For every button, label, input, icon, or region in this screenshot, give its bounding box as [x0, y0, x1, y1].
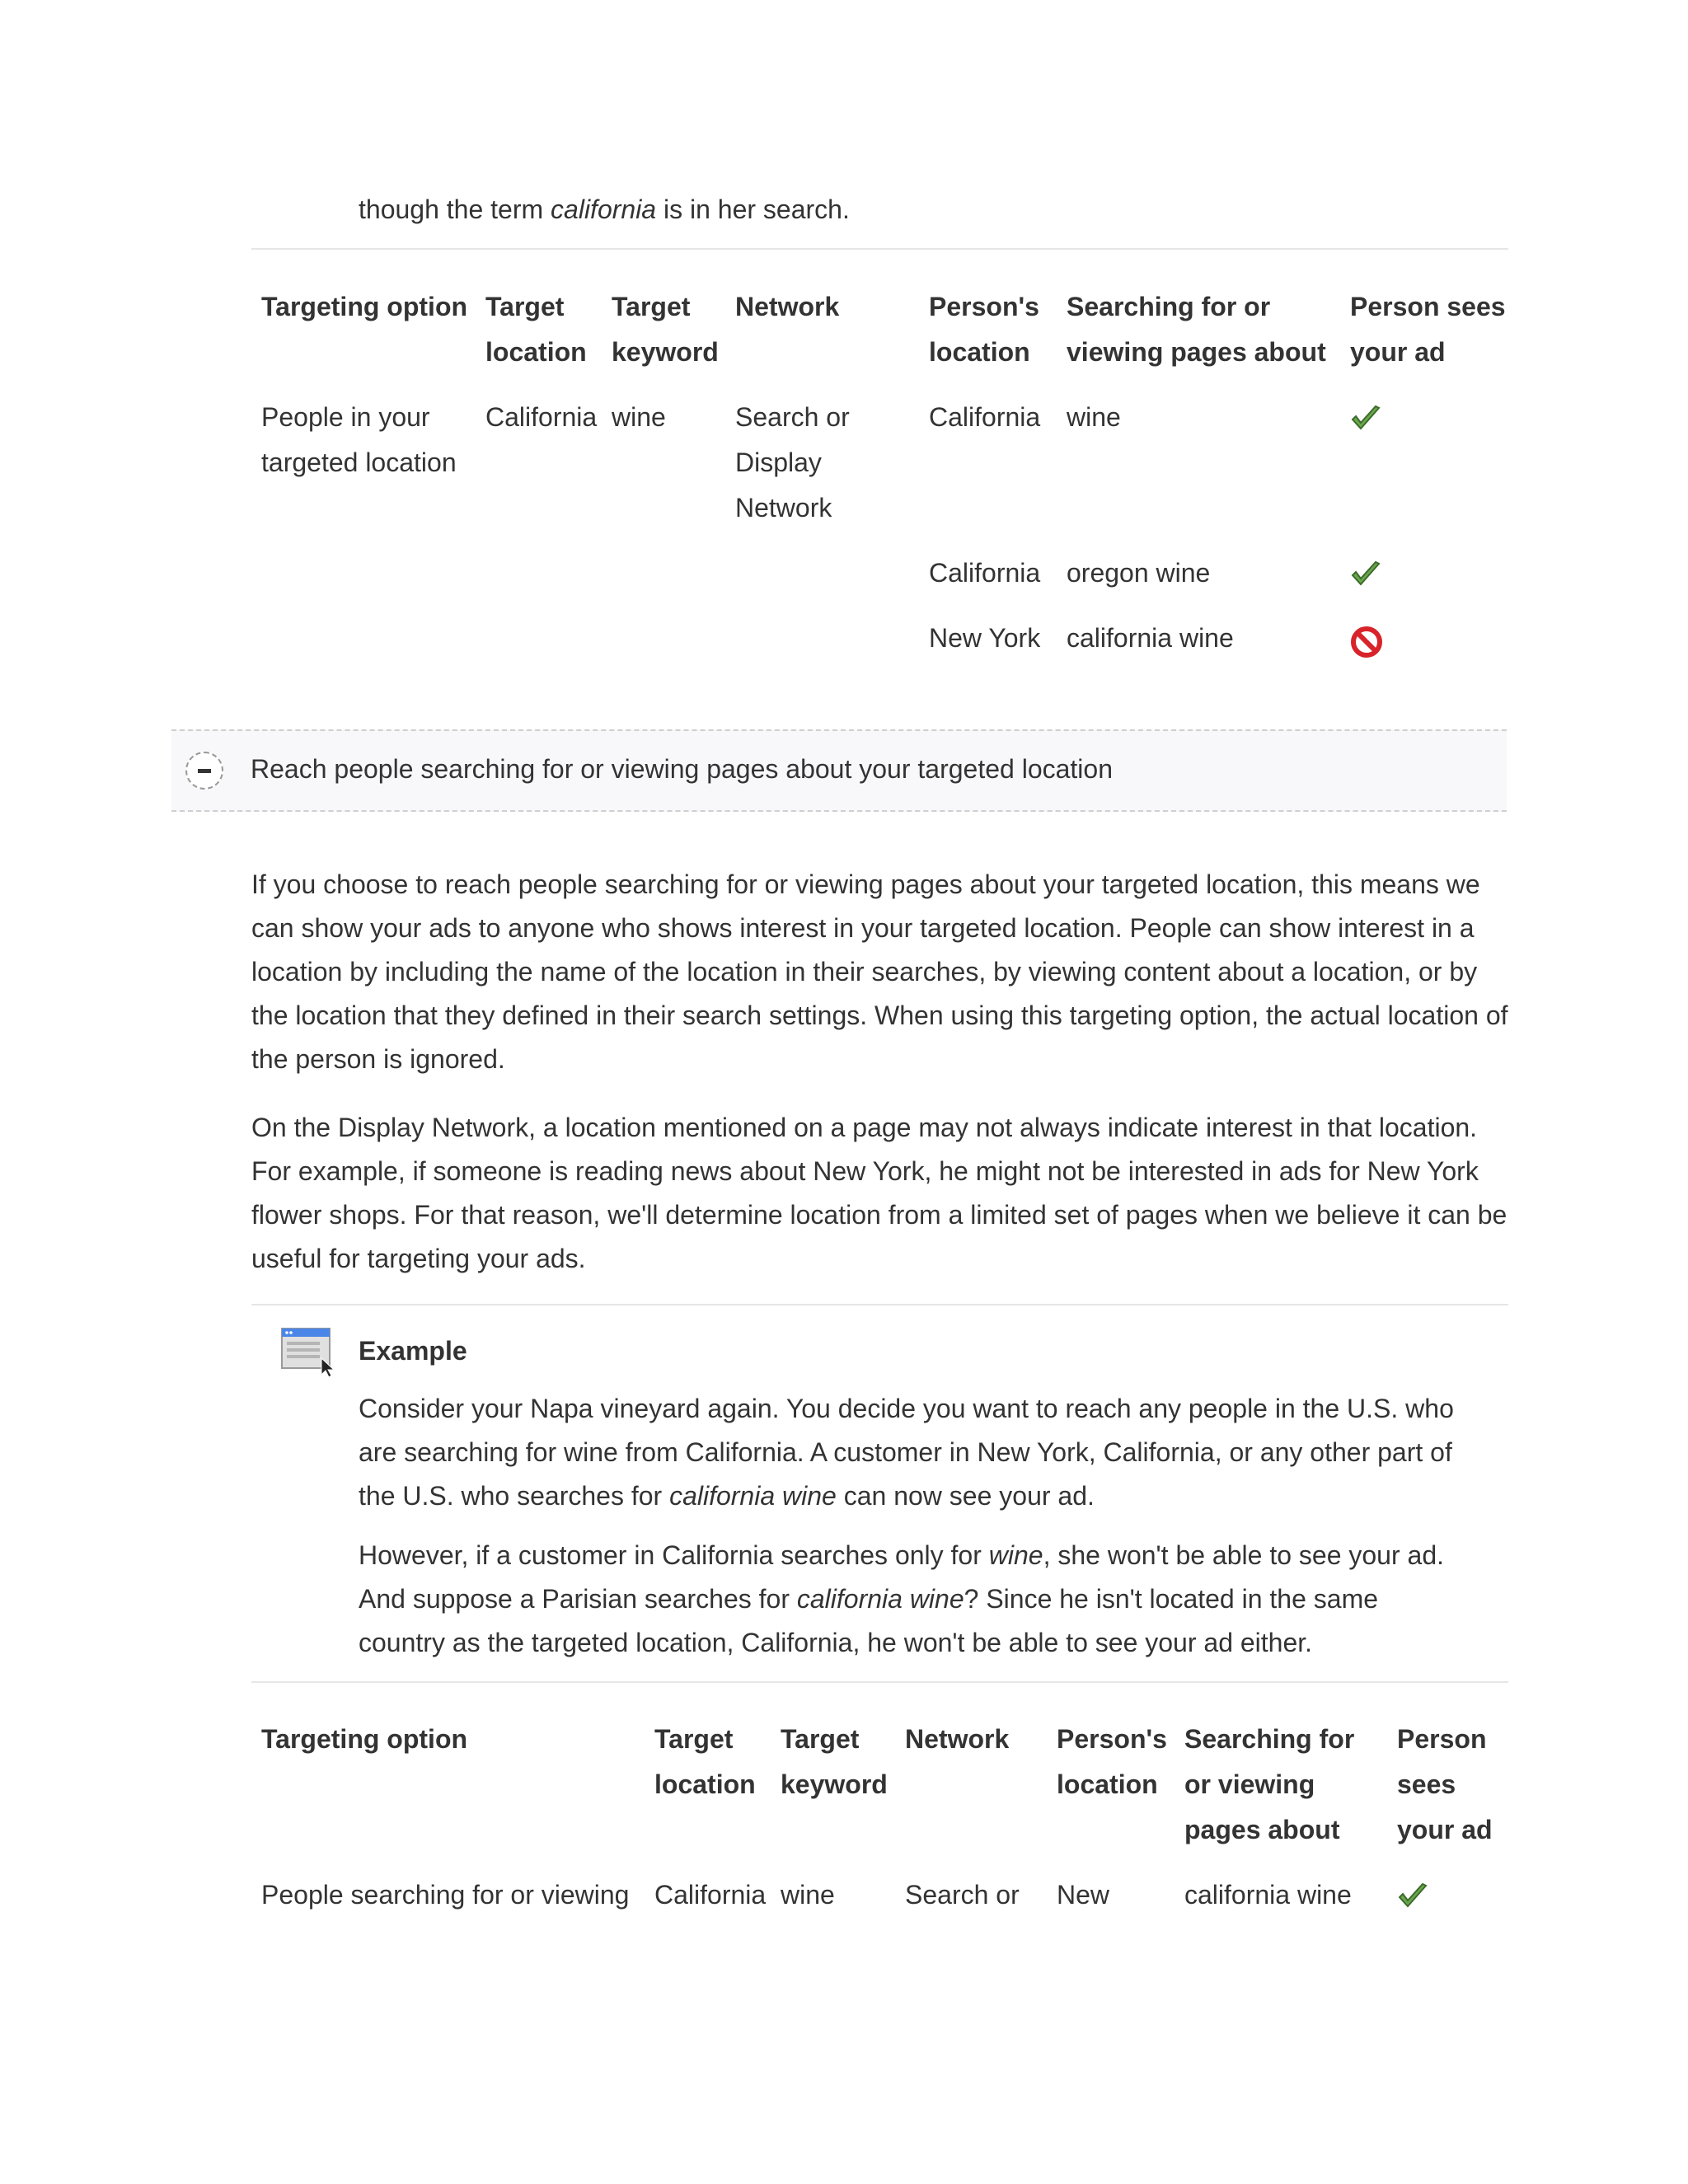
- cell-person-location: California: [929, 402, 1041, 432]
- check-icon: [1397, 1882, 1428, 1910]
- header-searching-for: Searching for or viewing pages about: [1067, 292, 1326, 367]
- cell-person-location: California: [929, 558, 1041, 588]
- cell-sees: [1340, 385, 1508, 541]
- header-person-sees-ad: Person sees your ad: [1350, 292, 1506, 367]
- header-target-keyword: Target keyword: [781, 1724, 888, 1799]
- header-persons-location: Person's location: [1057, 1724, 1167, 1799]
- cell-option: People searching for or viewing: [261, 1880, 630, 1910]
- check-icon: [1350, 560, 1381, 588]
- browser-window-icon: [280, 1327, 338, 1378]
- check-icon: [1350, 405, 1381, 433]
- cell-searching: wine: [1067, 402, 1121, 432]
- continuation-text: though the term california is in her search.: [359, 194, 850, 224]
- cell-target-location: California: [654, 1880, 767, 1910]
- cell-sees: [1340, 606, 1508, 671]
- cell-sees: [1387, 1863, 1508, 1928]
- cell-person-location: New York: [929, 623, 1041, 653]
- table-row: [251, 606, 1508, 671]
- table-header-row: [251, 1717, 1508, 1863]
- expander-label[interactable]: Reach people searching for or viewing pages about your targeted location: [251, 754, 1113, 784]
- divider: [251, 1304, 1508, 1305]
- cell-searching: california wine: [1184, 1880, 1352, 1910]
- table-row: [251, 541, 1508, 606]
- cell-sees: [1340, 541, 1508, 606]
- cell-target-location: California: [485, 402, 598, 432]
- divider: [251, 248, 1508, 250]
- no-icon: [1350, 626, 1383, 658]
- targeting-table-2: [251, 1717, 1508, 1928]
- cell-network: Search or Display Network: [735, 402, 850, 523]
- table-header-row: [251, 284, 1508, 385]
- collapse-icon[interactable]: [185, 752, 223, 790]
- example-paragraph-1: Consider your Napa vineyard again. You decide you want to reach any people in the U.S. who are searching for wine from California. A customer in New York, California, or any other part of the U.S. who searches for california wine can now see your ad.: [359, 1394, 1454, 1511]
- cell-searching: oregon wine: [1067, 558, 1211, 588]
- cell-option: People in your targeted location: [261, 402, 457, 477]
- header-person-sees-ad: Person sees your ad: [1397, 1724, 1493, 1844]
- divider: [251, 1681, 1508, 1683]
- header-target-location: Target location: [654, 1724, 756, 1799]
- header-target-keyword: Target keyword: [612, 292, 719, 367]
- cell-person-location: New: [1057, 1880, 1110, 1910]
- cell-network: Search or: [905, 1880, 1020, 1910]
- header-network: Network: [905, 1724, 1010, 1754]
- example-paragraph-2: However, if a customer in California searches only for wine, she won't be able to see your ad. And suppose a Parisian searches for california wine? Since he isn't located in the same country as the targeted location, California, he won't be able to see your ad either.: [359, 1540, 1444, 1657]
- paragraph-1: If you choose to reach people searching for or viewing pages about your targeted location, this means we can show your ads to anyone who shows interest in your targeted location. People can show interest in a location by including the name of the location in their searches, by viewing content about a location, or by the location that they defined in their search settings. When using this targeting option, the actual location of the person is ignored.: [251, 869, 1508, 1074]
- example-title: Example: [359, 1336, 467, 1366]
- cell-target-keyword: wine: [781, 1880, 835, 1910]
- paragraph-2: On the Display Network, a location mentioned on a page may not always indicate interest in that location. For example, if someone is reading news about New York, he might not be interested in ads for New York flower shops. For that reason, we'll determine location from a limited set of pages when we believe it can be useful for targeting your ads.: [251, 1113, 1507, 1273]
- targeting-table-1: [251, 284, 1508, 671]
- expander-reach-interest[interactable]: [171, 729, 1507, 812]
- cell-searching: california wine: [1067, 623, 1234, 653]
- header-target-location: Target location: [485, 292, 587, 367]
- header-searching-for: Searching for or viewing pages about: [1184, 1724, 1355, 1844]
- header-persons-location: Person's location: [929, 292, 1039, 367]
- cell-target-keyword: wine: [612, 402, 666, 432]
- table-row: [251, 385, 1508, 541]
- header-targeting-option: Targeting option: [261, 292, 468, 321]
- header-targeting-option: Targeting option: [261, 1724, 468, 1754]
- table-row: [251, 1863, 1508, 1928]
- header-network: Network: [735, 292, 840, 321]
